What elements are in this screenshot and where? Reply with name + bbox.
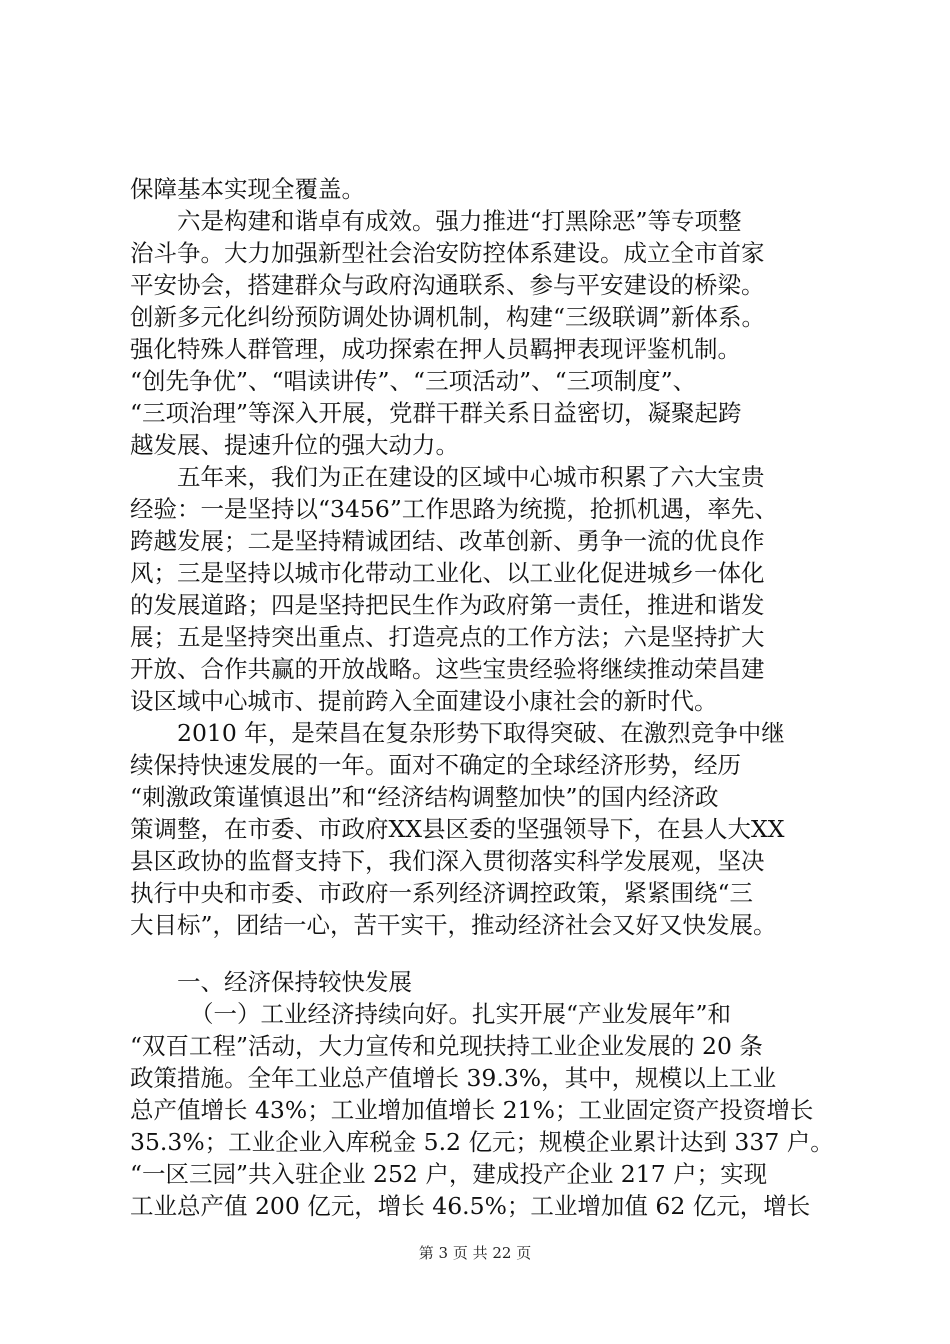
text-line: 策调整，在市委、市政府XX县区委的坚强领导下，在县人大XX [130, 815, 785, 843]
text-line: 治斗争。大力加强新型社会治安防控体系建设。成立全市首家 [130, 239, 765, 267]
text-line: 保障基本实现全覆盖。 [130, 175, 365, 203]
text-line: 平安协会，搭建群众与政府沟通联系、参与平安建设的桥梁。 [130, 271, 765, 299]
text-line: 的发展道路；四是坚持把民生作为政府第一责任，推进和谐发 [130, 591, 765, 619]
text-line: 大目标”，团结一心，苦干实干，推动经济社会又好又快发展。 [130, 911, 777, 939]
paragraph-start-line: （一）工业经济持续向好。扎实开展“产业发展年”和 [190, 1000, 732, 1028]
text-line: “三项治理”等深入开展，党群干群关系日益密切，凝聚起跨 [130, 399, 742, 427]
text-line: 设区域中心城市、提前跨入全面建设小康社会的新时代。 [130, 687, 718, 715]
text-line: 经验：一是坚持以“3456”工作思路为统揽，抢抓机遇，率先、 [130, 495, 778, 523]
page-number-footer: 第 3 页 共 22 页 [418, 1244, 532, 1262]
text-line: “双百工程”活动，大力宣传和兑现扶持工业企业发展的 20 条 [130, 1032, 763, 1060]
section-heading: 一、经济保持较快发展 [177, 968, 412, 996]
text-line: 续保持快速发展的一年。面对不确定的全球经济形势，经历 [130, 751, 741, 779]
text-line: 35.3%；工业企业入库税金 5.2 亿元；规模企业累计达到 337 户。 [130, 1128, 834, 1156]
text-line: “创先争优”、“唱读讲传”、“三项活动”、“三项制度”、 [130, 367, 697, 395]
text-line: 跨越发展；二是坚持精诚团结、改革创新、勇争一流的优良作 [130, 527, 765, 555]
text-line: 强化特殊人群管理，成功探索在押人员羁押表现评鉴机制。 [130, 335, 741, 363]
text-line: “刺激政策谨慎退出”和“经济结构调整加快”的国内经济政 [130, 783, 719, 811]
text-line: 创新多元化纠纷预防调处协调机制，构建“三级联调”新体系。 [130, 303, 766, 331]
text-line: 政策措施。全年工业总产值增长 39.3%，其中，规模以上工业 [130, 1064, 777, 1092]
text-line: 工业总产值 200 亿元，增长 46.5%；工业增加值 62 亿元，增长 [130, 1192, 811, 1220]
text-line: 总产值增长 43%；工业增加值增长 21%；工业固定资产投资增长 [130, 1096, 814, 1124]
text-line: 执行中央和市委、市政府一系列经济调控政策，紧紧围绕“三 [130, 879, 754, 907]
text-line: 风；三是坚持以城市化带动工业化、以工业化促进城乡一体化 [130, 559, 765, 587]
text-line: 展；五是坚持突出重点、打造亮点的工作方法；六是坚持扩大 [130, 623, 765, 651]
text-line: “一区三园”共入驻企业 252 户，建成投产企业 217 户；实现 [130, 1160, 768, 1188]
paragraph-start-line: 六是构建和谐卓有成效。强力推进“打黑除恶”等专项整 [177, 207, 742, 235]
paragraph-start-line: 2010 年，是荣昌在复杂形势下取得突破、在激烈竞争中继 [177, 719, 785, 747]
text-line: 开放、合作共赢的开放战略。这些宝贵经验将继续推动荣昌建 [130, 655, 765, 683]
paragraph-start-line: 五年来，我们为正在建设的区域中心城市积累了六大宝贵 [177, 463, 765, 491]
text-line: 县区政协的监督支持下，我们深入贯彻落实科学发展观，坚决 [130, 847, 765, 875]
text-line: 越发展、提速升位的强大动力。 [130, 431, 459, 459]
